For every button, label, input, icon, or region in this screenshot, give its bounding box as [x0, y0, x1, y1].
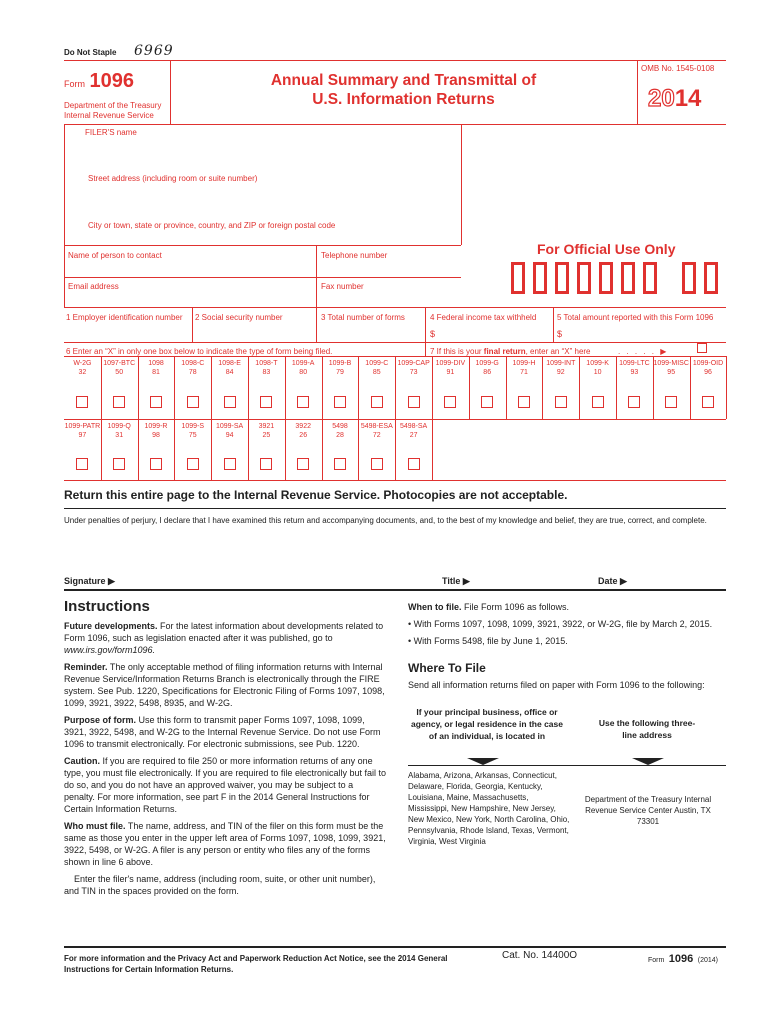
form-type-checkbox[interactable] — [592, 396, 604, 408]
form-type-code: 73 — [409, 369, 418, 376]
form-type-checkbox[interactable] — [628, 396, 640, 408]
date-field[interactable] — [635, 560, 725, 584]
form-type-code: 32 — [78, 369, 87, 376]
line1-divider — [192, 307, 193, 342]
form-type-label — [653, 359, 690, 377]
caution-text: If you are required to file 250 or more information returns of any one type, you must file electronically. If you are required to file electronically but fail to do so, and you do not have an approved waiver, you may be subject to a penalty. For more information, see part F in the 2014 General Instructions for Certain Information Returns. — [64, 756, 386, 814]
filer-street-field[interactable] — [66, 185, 459, 215]
contact-mid-rule — [64, 277, 461, 278]
contact-name-field[interactable] — [66, 262, 314, 276]
form-type-divider — [358, 419, 359, 480]
official-use-box — [555, 262, 569, 294]
tax-year — [648, 85, 701, 113]
ssn-label: 2 Social security number — [195, 313, 283, 322]
where-text: Send all information returns filed on paper with Form 1096 to the following: — [408, 680, 705, 690]
form-type-label — [395, 359, 432, 377]
when-text: File Form 1096 as follows. — [461, 602, 570, 612]
title-label: Title ▶ — [442, 576, 470, 586]
form-type-code: 94 — [225, 432, 234, 439]
form-type-divider — [542, 356, 543, 419]
form-type-code: 95 — [667, 369, 676, 376]
official-use-box — [621, 262, 635, 294]
omb-number: OMB No. 1545-0108 — [641, 64, 715, 73]
form-type-label — [358, 359, 395, 377]
form-type-label — [322, 422, 359, 440]
states-list: Alabama, Arizona, Arkansas, Connecticut, Delaware, Florida, Georgia, Kentucky, Louisiana, Maine, Massachusetts, Mississippi, New Hampshire, New Jersey, New Mexico, New York, North Carolina, Ohio, Pennsylvania, Rhode Island, Texas, Vermont, Virginia, West Virginia — [408, 771, 570, 846]
form-type-name: 1099-LTC — [619, 360, 650, 367]
form-type-label — [101, 422, 138, 440]
form-type-checkbox[interactable] — [371, 396, 383, 408]
fed-tax-field[interactable] — [438, 325, 551, 340]
form-type-name: 1099-Q — [107, 423, 131, 430]
instructions-right-column — [408, 601, 726, 652]
line3-divider — [425, 307, 426, 342]
when-bold: When to file. — [408, 602, 462, 612]
reminder-text: The only acceptable method of filing information returns with Internal Revenue Service/Information Returns Branch is electronically through the FIRE system. See Pub. 1220, Specifications for Electronic Filing of Forms 1097, 1098, 1099, 3921, 3922, 5498, 8935, and W-2G. — [64, 662, 385, 708]
form-type-code: 25 — [262, 432, 271, 439]
footer-rule — [64, 946, 726, 948]
enter-filer: Enter the filer's name, address (including room, suite, or other unit number), and TIN in the spaces provided on the form. — [64, 874, 376, 896]
line7-divider — [425, 342, 426, 356]
form-type-checkbox[interactable] — [113, 458, 125, 470]
future-url[interactable]: www.irs.gov/form1096. — [64, 645, 156, 655]
line2-divider — [316, 307, 317, 342]
form-type-code: 72 — [372, 432, 381, 439]
who-must-file — [64, 820, 386, 868]
form-type-name: 1098-E — [218, 360, 241, 367]
irs-name: Internal Revenue Service — [64, 111, 154, 120]
arrow-down-icon — [632, 758, 664, 765]
form-type-label — [616, 359, 653, 377]
form-type-code: 10 — [593, 369, 602, 376]
footer-form-id — [648, 949, 718, 967]
form-type-label — [248, 422, 285, 440]
where-col2-head: Use the following three-line address — [598, 718, 696, 740]
official-use-box — [643, 262, 657, 294]
form-type-divider — [726, 356, 727, 419]
fed-tax-dollar: $ — [430, 329, 436, 339]
date-label: Date ▶ — [598, 576, 627, 586]
form-type-checkbox[interactable] — [444, 396, 456, 408]
where-heading: Where To File — [408, 661, 486, 675]
handwritten-number: 6969 — [134, 43, 174, 59]
tax-year-outline: 20 — [648, 85, 675, 112]
where-table-rule — [408, 765, 726, 766]
form-type-checkbox[interactable] — [187, 396, 199, 408]
title-field[interactable] — [478, 560, 588, 584]
form-type-bottom-rule — [64, 480, 726, 481]
form-type-label — [432, 359, 469, 377]
line6-top-rule — [64, 342, 726, 343]
form-type-divider — [138, 419, 139, 480]
tax-year-solid: 14 — [674, 85, 702, 112]
header-divider-right — [637, 60, 638, 124]
form-type-code: 75 — [188, 432, 197, 439]
form-type-name: 1099-H — [512, 360, 536, 367]
top-rule — [64, 60, 726, 61]
form-type-label — [138, 359, 175, 377]
future-developments — [64, 620, 386, 656]
total-amount-dollar: $ — [557, 329, 563, 339]
form-type-label — [174, 359, 211, 377]
form-type-divider — [285, 356, 286, 419]
form-type-name: 1099-G — [475, 360, 499, 367]
contact-middle-divider — [316, 245, 317, 307]
caution-bold: Caution. — [64, 756, 100, 766]
instructions-heading: Instructions — [64, 598, 150, 615]
signature-field[interactable] — [124, 560, 434, 584]
official-use-box — [577, 262, 591, 294]
form-type-name: 1099-R — [144, 423, 168, 430]
form-type-checkbox[interactable] — [224, 458, 236, 470]
who-text: The name, address, and TIN of the filer on this form must be the same as those you enter in the upper left area of Forms 1097, 1098, 1099, 3921, 3922, 5498, or W-2G. A filer is any person or entity who files any of the forms shown in line 6 above. — [64, 821, 386, 867]
form-type-divider — [395, 356, 396, 419]
form-type-code: 84 — [225, 369, 234, 376]
ssn-field[interactable] — [194, 325, 314, 340]
official-use-box — [511, 262, 525, 294]
form-title — [170, 71, 637, 109]
form-type-name: W-2G — [73, 360, 92, 367]
form-type-label — [322, 359, 359, 377]
official-use-label: For Official Use Only — [537, 241, 676, 257]
email-field[interactable] — [66, 293, 314, 306]
form-type-checkbox[interactable] — [187, 458, 199, 470]
department: Department of the Treasury — [64, 101, 162, 110]
form-type-code: 85 — [372, 369, 381, 376]
form-type-divider — [690, 356, 691, 419]
form-type-label — [285, 422, 322, 440]
form-type-name: 1099-S — [181, 423, 205, 430]
footer-form-word: Form — [648, 957, 665, 964]
form-type-code: 31 — [115, 432, 124, 439]
form-type-checkbox[interactable] — [260, 396, 272, 408]
form-type-name: 3921 — [258, 423, 275, 430]
form-type-divider — [432, 419, 433, 480]
form-type-code: 91 — [446, 369, 455, 376]
fax-label: Fax number — [321, 282, 364, 291]
form-type-name: 3922 — [295, 423, 311, 430]
contact-left-edge — [64, 245, 65, 307]
form-type-code: 26 — [299, 432, 308, 439]
form-type-checkbox[interactable] — [224, 396, 236, 408]
form-type-label — [64, 422, 101, 440]
form-type-label — [211, 359, 248, 377]
form-type-divider — [211, 356, 212, 419]
form-type-divider — [653, 356, 654, 419]
form-type-label — [506, 359, 543, 377]
form-type-name: 1099-CAP — [397, 360, 430, 367]
form-type-code: 98 — [152, 432, 160, 439]
form-type-label — [174, 422, 211, 440]
form-type-checkbox[interactable] — [702, 396, 714, 408]
filer-street-label: Street address (including room or suite number) — [88, 174, 258, 183]
line7-post: , enter an “X” here — [525, 347, 591, 356]
filer-name-label: FILER'S name — [85, 128, 137, 137]
form-type-label — [395, 422, 432, 440]
form-type-name: 1097-BTC — [103, 360, 136, 367]
who-bold: Who must file. — [64, 821, 126, 831]
form-type-label — [542, 359, 579, 377]
purpose-text: Use this form to transmit paper Forms 1097, 1098, 1099, 3921, 3922, 5498, and W-2G to the Internal Revenue Service. Do not use Form 1096 to transmit electronically. For electronic submissions, see Pub. 1220. — [64, 715, 381, 749]
where-col1-head: If your principal business, office or agency, or legal residence in the case of an individual, is located in — [411, 707, 563, 741]
form-type-name: 1099-MISC — [653, 360, 689, 367]
form-type-checkbox[interactable] — [518, 396, 530, 408]
official-use-box — [599, 262, 613, 294]
form-type-code: 93 — [630, 369, 639, 376]
form-type-checkbox[interactable] — [113, 396, 125, 408]
form-type-divider — [579, 356, 580, 419]
filer-city-label: City or town, state or province, country, and ZIP or foreign postal code — [88, 221, 336, 230]
reminder-bold: Reminder. — [64, 662, 108, 672]
form-type-label — [101, 359, 138, 377]
form-type-checkbox[interactable] — [150, 458, 162, 470]
form-type-code: 50 — [115, 369, 124, 376]
form-type-checkbox[interactable] — [297, 396, 309, 408]
line1-top-rule — [64, 307, 726, 308]
form-type-divider — [248, 356, 249, 419]
filer-right-edge — [461, 124, 462, 245]
ein-field[interactable] — [66, 325, 190, 340]
form-type-label — [469, 359, 506, 377]
filer-name-field[interactable] — [66, 139, 459, 169]
form-type-label — [358, 422, 395, 440]
contact-name-label: Name of person to contact — [68, 251, 162, 260]
form-type-divider — [174, 419, 175, 480]
bullet-2: • With Forms 5498, file by June 1, 2015. — [408, 636, 568, 646]
form-type-code: 86 — [483, 369, 492, 376]
form-type-name: 5498-ESA — [360, 423, 393, 430]
signature-rule — [64, 589, 726, 591]
line7-bold: final return — [483, 347, 526, 356]
form-type-checkbox[interactable] — [665, 396, 677, 408]
form-type-code: 92 — [556, 369, 565, 376]
form-type-label — [64, 359, 101, 377]
form-type-name: 1099-C — [365, 360, 389, 367]
return-notice: Return this entire page to the Internal Revenue Service. Photocopies are not acceptable. — [64, 488, 568, 502]
total-amount-label: 5 Total amount reported with this Form 1096 — [557, 313, 714, 322]
form-type-name: 1099-INT — [546, 360, 576, 367]
form-word: Form — [64, 79, 85, 89]
instructions-left-column — [64, 620, 386, 902]
form-type-name: 5498-SA — [399, 423, 428, 430]
filer-left-edge — [64, 124, 65, 245]
form-type-divider — [616, 356, 617, 419]
form-type-name: 5498 — [332, 423, 348, 430]
form-type-divider — [358, 356, 359, 419]
form-type-checkbox[interactable] — [481, 396, 493, 408]
form-type-name: 1099-A — [291, 360, 315, 367]
when-to-file — [408, 601, 726, 613]
perjury-statement: Under penalties of perjury, I declare that I have examined this return and accompanying documents, and, to the best of my knowledge and belief, they are true, correct, and complete. — [64, 516, 707, 525]
form-type-checkbox[interactable] — [260, 458, 272, 470]
privacy-notice: For more information and the Privacy Act and Paperwork Reduction Act Notice, see the 2014 General Instructions for Certain Information Returns. — [64, 954, 448, 974]
form-type-label — [138, 422, 175, 440]
line7-pre: 7 If this is your — [430, 347, 484, 356]
total-amount-field[interactable] — [565, 325, 725, 340]
form-type-checkbox[interactable] — [371, 458, 383, 470]
form-type-checkbox[interactable] — [334, 396, 346, 408]
form-type-divider — [211, 419, 212, 480]
form-type-divider — [285, 419, 286, 480]
form-type-name: 1099-DIV — [435, 360, 466, 367]
do-not-staple: Do Not Staple — [64, 48, 117, 57]
filer-bottom-rule — [64, 245, 461, 246]
form-type-name: 1099-K — [586, 360, 609, 367]
final-return-checkbox[interactable] — [697, 343, 707, 353]
form-type-label — [211, 422, 248, 440]
future-text: For the latest information about developments related to Form 1096, such as legislation enacted after it was published, go to — [64, 621, 384, 643]
form-type-checkbox[interactable] — [150, 396, 162, 408]
form-type-checkbox[interactable] — [297, 458, 309, 470]
official-use-box — [682, 262, 696, 294]
official-use-box — [704, 262, 718, 294]
form-type-name: 1098 — [148, 360, 164, 367]
form-type-code: 97 — [78, 432, 87, 439]
form-title-line1: Annual Summary and Transmittal of — [270, 72, 537, 89]
fax-field[interactable] — [318, 293, 458, 306]
total-forms-field[interactable] — [318, 325, 423, 340]
form-type-name: 1099-SA — [215, 423, 244, 430]
footer-form-number: 1096 — [668, 953, 694, 965]
reminder — [64, 661, 386, 709]
purpose-bold: Purpose of form. — [64, 715, 137, 725]
notice-rule — [64, 508, 726, 509]
form-type-divider — [138, 356, 139, 419]
form-type-code: 27 — [409, 432, 418, 439]
bullet-1: • With Forms 1097, 1098, 1099, 3921, 3922, or W-2G, file by March 2, 2015. — [408, 619, 713, 629]
form-label — [64, 70, 134, 93]
line4-divider — [553, 307, 554, 342]
form-type-label — [690, 359, 727, 377]
form-type-checkbox[interactable] — [76, 396, 88, 408]
form-type-divider — [469, 356, 470, 419]
form-type-name: 1099-OID — [692, 360, 724, 367]
header-bottom-rule — [64, 124, 726, 125]
future-bold: Future developments. — [64, 621, 158, 631]
form-type-code: 28 — [336, 432, 344, 439]
form-type-code: 79 — [336, 369, 344, 376]
form-title-line2: U.S. Information Returns — [312, 91, 495, 108]
form-type-checkbox[interactable] — [555, 396, 567, 408]
form-type-divider — [101, 419, 102, 480]
form-type-divider — [395, 419, 396, 480]
form-type-code: 78 — [188, 369, 197, 376]
caution — [64, 755, 386, 815]
form-type-divider — [322, 356, 323, 419]
form-type-code: 81 — [152, 369, 160, 376]
form-type-checkbox[interactable] — [408, 396, 420, 408]
ein-label: 1 Employer identification number — [66, 313, 183, 322]
form-type-divider — [322, 419, 323, 480]
form-type-divider — [248, 419, 249, 480]
form-type-checkbox[interactable] — [76, 458, 88, 470]
phone-field[interactable] — [318, 262, 458, 276]
form-type-name: 1098-T — [255, 360, 278, 367]
footer-year: (2014) — [697, 957, 718, 964]
form-type-divider — [506, 356, 507, 419]
filer-city-field[interactable] — [66, 232, 459, 244]
form-type-label — [285, 359, 322, 377]
purpose — [64, 714, 386, 750]
form-type-name: 1099-B — [328, 360, 352, 367]
form-type-checkbox[interactable] — [334, 458, 346, 470]
phone-label: Telephone number — [321, 251, 388, 260]
form-type-code: 83 — [262, 369, 271, 376]
form-type-divider — [432, 356, 433, 419]
form-type-code: 71 — [520, 369, 528, 376]
total-forms-label: 3 Total number of forms — [321, 313, 405, 322]
form-type-label — [579, 359, 616, 377]
fed-tax-label: 4 Federal income tax withheld — [430, 313, 537, 322]
form-type-label — [248, 359, 285, 377]
form-number: 1096 — [89, 70, 134, 92]
form-type-name: 1099-PATR — [64, 423, 101, 430]
form-type-name: 1098-C — [181, 360, 205, 367]
email-label: Email address — [68, 282, 119, 291]
form-type-divider — [101, 356, 102, 419]
irs-address: Department of the Treasury Internal Revenue Service Center Austin, TX 73301 — [584, 795, 712, 826]
signature-label: Signature ▶ — [64, 576, 115, 586]
form-type-checkbox[interactable] — [408, 458, 420, 470]
form-type-code: 96 — [704, 369, 712, 376]
line6-label: 6 Enter an “X” in only one box below to indicate the type of form being filed. — [66, 347, 333, 356]
catalog-number: Cat. No. 14400O — [502, 950, 578, 961]
official-use-box — [533, 262, 547, 294]
arrow-down-icon — [467, 758, 499, 765]
form-type-code: 80 — [299, 369, 308, 376]
line7-dots: . . . . . ▶ — [618, 347, 669, 356]
form-type-divider — [174, 356, 175, 419]
